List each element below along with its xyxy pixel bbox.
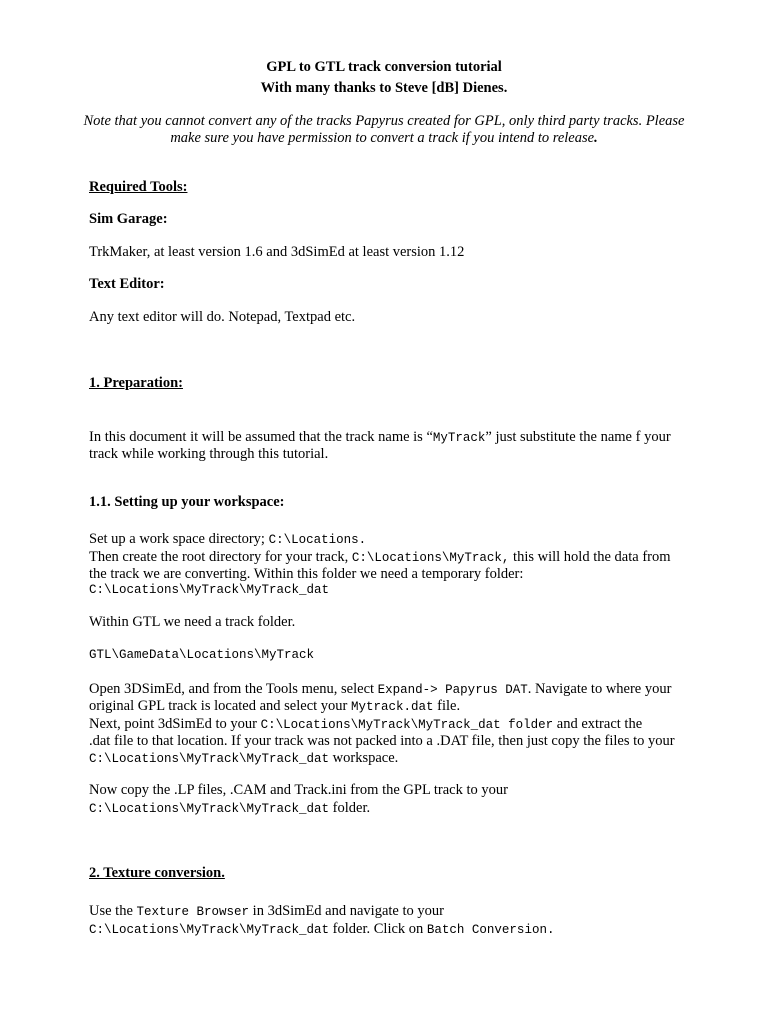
batch-conversion-line (89, 920, 554, 939)
copy-lp-target-text: folder. (329, 800, 371, 816)
temp-folder-code: C:\Locations\MyTrack\MyTrack_dat (89, 583, 330, 597)
open-3dsimed-text-a: Open 3DSimEd, and from the Tools menu, select (89, 681, 378, 697)
copy-lp-target-code: C:\Locations\MyTrack\MyTrack_dat (89, 802, 330, 816)
workspace-copy-code: C:\Locations\MyTrack\MyTrack_dat (89, 752, 330, 766)
texture-browser-text-a: Use the (89, 903, 137, 919)
sim-garage-text: TrkMaker, at least version 1.6 and 3dSimEd at least version 1.12 (89, 244, 465, 260)
workspace-line-1-text: Set up a work space directory; (89, 531, 269, 547)
note-line-2-text: make sure you have permission to convert a track if you intend to release (170, 130, 595, 146)
sim-garage-heading: Sim Garage: (89, 211, 168, 227)
open-3dsimed-text-b: . Navigate to where your (527, 681, 672, 697)
copy-lp-target-line (89, 799, 370, 818)
original-track-text-b: file. (433, 698, 461, 714)
text-editor-text: Any text editor will do. Notepad, Textpad etc. (89, 309, 356, 325)
workspace-copy-line (89, 749, 398, 768)
original-track-text-a: original GPL track is located and select your (89, 698, 351, 714)
point-3dsimed-text-b: and extract the (553, 716, 643, 732)
track-name-code: MyTrack (432, 431, 486, 445)
dat-file-line: .dat file to that location. If your track was not packed into a .DAT file, then just copy the files to your (89, 733, 675, 749)
texture-browser-code: Texture Browser (136, 905, 250, 919)
workspace-path-code: C:\Locations. (268, 533, 367, 547)
section-2-heading: 2. Texture conversion. (89, 865, 225, 881)
section-1-heading: 1. Preparation: (89, 375, 183, 391)
title-line-1: GPL to GTL track conversion tutorial (266, 59, 502, 75)
copy-lp-files-line: Now copy the .LP files, .CAM and Track.ini from the GPL track to your (89, 782, 508, 798)
texture-browser-line (89, 902, 444, 921)
gtl-track-folder-code: GTL\GameData\Locations\MyTrack (89, 648, 315, 662)
note-line-2-period: . (594, 130, 598, 146)
text-editor-heading: Text Editor: (89, 276, 165, 292)
root-directory-code: C:\Locations\MyTrack, (351, 551, 510, 565)
batch-conversion-text: folder. Click on (329, 921, 427, 937)
workspace-line-3: the track we are converting. Within this folder we need a temporary folder: (89, 566, 524, 582)
note-line-2 (0, 129, 768, 147)
required-tools-heading: Required Tools: (89, 179, 188, 195)
point-3dsimed-text-a: Next, point 3dSimEd to your (89, 716, 261, 732)
batch-conversion-code: Batch Conversion. (426, 923, 555, 937)
workspace-line-2-text-a: Then create the root directory for your track, (89, 549, 352, 565)
section-1-intro-text-a: In this document it will be assumed that the track name is “ (89, 429, 433, 445)
original-track-line (89, 697, 460, 716)
workspace-line-1 (89, 530, 366, 549)
extract-folder-code: C:\Locations\MyTrack\MyTrack_dat folder (260, 718, 554, 732)
section-1-intro-line-2: track while working through this tutorial. (89, 446, 329, 462)
workspace-line-2-text-b: this will hold the data from (509, 549, 671, 565)
note-line-1: Note that you cannot convert any of the tracks Papyrus created for GPL, only third party tracks. Please (83, 113, 685, 129)
section-1-1-heading: 1.1. Setting up your workspace: (89, 494, 285, 510)
texture-folder-code: C:\Locations\MyTrack\MyTrack_dat (89, 923, 330, 937)
workspace-copy-text: workspace. (329, 750, 399, 766)
texture-browser-text-b: in 3dSimEd and navigate to your (249, 903, 444, 919)
mytrack-dat-code: Mytrack.dat (351, 700, 434, 714)
expand-papyrus-dat-code: Expand-> Papyrus DAT (377, 683, 528, 697)
title-line-2: With many thanks to Steve [dB] Dienes. (260, 80, 508, 96)
section-1-intro-text-b: ” just substitute the name f your (485, 429, 671, 445)
gtl-track-folder-text: Within GTL we need a track folder. (89, 614, 296, 630)
